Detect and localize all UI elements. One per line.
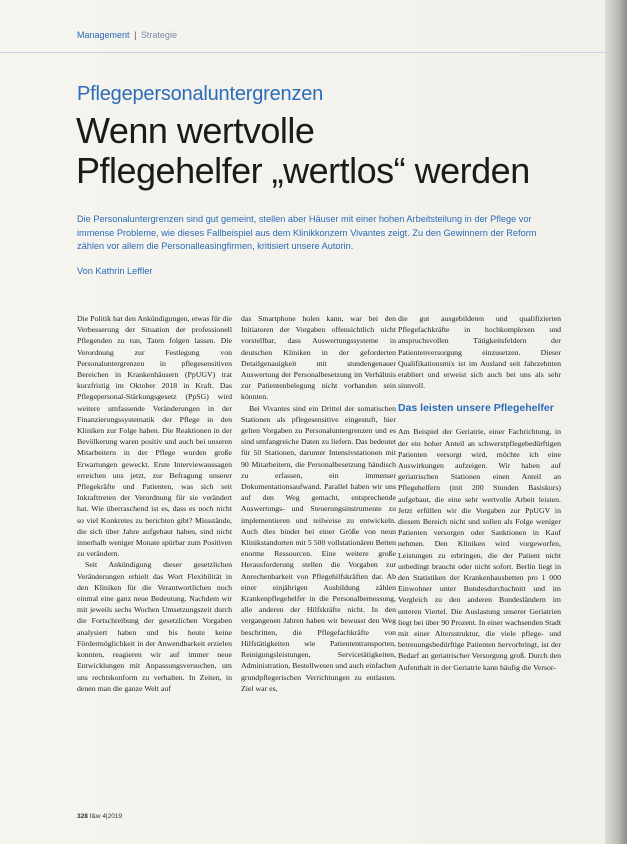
- paragraph: Die Politik hat den Ankündigungen, etwas für die Verbesserung der Situation der professionell Pflegenden zu tun, Taten folgen lassen. Die Verordnung zur Festlegung von Personaluntergrenzen in pflegesensitiven Bereichen in Krankenhäusern (PpUGV) trat kurzfristig im Oktober 2018 in Kraft. Das Pflegepersonal-Stärkungsgesetz (PpSG) wird weitere umfassende Veränderungen in der Finanzierungssystematik der Pflege in den Kliniken zur Folge haben. Die Reaktionen in der Bevölkerung waren positiv und auch bei unseren Mitarbeitern in der Pflege wurden große Erwartungen geweckt. Erste Interviewaussagen erreichen uns jetzt, zur Befragung unserer Pflegekräfte und Patienten, was sich seit Inkrafttreten der Verordnung für sie verändert hat. Wie überraschend ist es, dass es noch nicht so viel Konkretes zu berichten gibt? Missstände, die sich über Jahre aufgebaut haben, sind nicht innerhalb weniger Monate spürbar zum Positiven zu verändern.: [77, 314, 232, 559]
- article-lead: Die Personaluntergrenzen sind gut gemeint, stellen aber Häuser mit einer hohen Arbeitsteilung in der Pflege vor immense Probleme, wie dieses Fallbeispiel aus dem Klinikkonzern Vivantes zeigt. Zu den Gewinnern der Reform zählen vor allem die Personalleasingfirmen, kritisiert unsere Autorin.: [77, 214, 537, 251]
- paragraph: Seit Ankündigung dieser gesetzlichen Veränderungen erhielt das Wort Flexibilität in den Kliniken für die Verantwortlichen noch einmal eine ganz neue Bedeutung. Nachdem wir mit jeweils sechs Wochen Umsetzungszeit durch die Fortschreibung der gesetzlichen Vorgaben analysiert haben und bis heute keine Fördermöglichkeit in der Anwendbarkeit erzielen konnten, reagieren wir auf immer neue Entwicklungen mit Anpassungsversuchen, um uns rechtskonform zu verhalten. In Zeiten, in denen man die ganze Welt auf: [77, 560, 232, 693]
- section-separator: |: [134, 30, 137, 40]
- section-kicker: [77, 30, 177, 40]
- category-label: Strategie: [140, 30, 177, 40]
- body-column-1: [77, 313, 232, 825]
- paragraph: die gut ausgebildeten und qualifizierten Pflegefachkräfte in hochkomplexen und anspruchsvollen Tätigkeitsfeldern der Patientenversorgung einzusetzen. Dieser Qualifikationsmix ist im Ausland seit Jahrzehnten etabliert und erweist sich auch bei uns als sehr sinnvoll.: [398, 314, 561, 391]
- headline-line-2: Pflegehelfer „wertlos“ werden: [76, 150, 530, 191]
- header-divider: [0, 52, 606, 53]
- headline-line-1: Wenn wertvolle: [76, 110, 315, 151]
- body-column-2: [241, 313, 396, 825]
- paragraph: Bei Vivantes sind ein Drittel der somatischen Stationen als pflegesensitive eingestuft, hier gelten Vorgaben zu Personaluntergrenzen und es sind umfangreiche Daten zu liefern. Das bedeutet für 50 Stationen, darunter Intensivstationen mit 90 Mitarbeitern, die Personalbesetzung händisch zu erfassen, ein immenser Dokumentationsaufwand. Parallel haben wir uns auf den Weg gemacht, entsprechende Auswertungs- und Steuerungsinstrumente zu implementieren und teilweise zu entwickeln. Auch dies bindet bei einer Größe von neun Klinikstandorten mit 5 500 vollstationären Betten enorme Ressourcen. Eine weitere große Herausforderung stellen die Vorgaben zur Anrechenbarkeit von Pflegehilfskräften dar. Ab einer einjährigen Ausbildung zählen Krankenpflegehelfer in die Personalbemessung, alle anderen der Hilfskräfte nicht. In den vergangenen Jahren haben wir bewusst den Weg beschritten, die Pflegefachkräfte von Hilfstätigkeiten wie Patiententransporten, Reinigungsleistungen, Servicetätigkeiten, Administration, Bestellwesen und auch einfachen grundpflegerischen Verrichtungen zu entlasten. Ziel war es,: [241, 403, 396, 693]
- article-subtitle: Pflegepersonaluntergrenzen: [77, 83, 324, 105]
- body-column-3: [398, 313, 561, 825]
- section-heading: Das leisten unsere Pflegehelfer: [398, 402, 554, 415]
- page-footer: [77, 813, 122, 820]
- paragraph: das Smartphone holen kann, war bei den Initiatoren der Vorgaben offensichtlich nicht vorstellbar, dass Auswertungssysteme in deutschen Kliniken in der geforderten Detailgenauigkeit mit stundengenauer Auswertung der Personalbesetzung im Verhältnis zur Patientenbelegung nicht vorhanden sein könnten.: [241, 314, 396, 402]
- section-label: Management: [77, 30, 130, 40]
- article-byline: Von Kathrin Leffler: [77, 266, 153, 276]
- page-binding-edge: [605, 0, 627, 844]
- issue-label: f&w 4|2019: [89, 813, 123, 820]
- paragraph: Am Beispiel der Geriatrie, einer Fachrichtung, in der ein hoher Anteil an schwerstpflegebedürftigen Patienten versorgt wird, möchte ich eine Auswirkungen aufzeigen. Wir haben auf geriatrischen Stationen einen Anteil an Pflegehelfern (mit 200 Stunden Basiskurs) aufgebaut, die eine sehr wertvolle Arbeit leisten. Jetzt erfüllen wir die Vorgaben zur PpUGV in diesem Bereich nicht und sollen als Folge weniger Patienten versorgen oder Sanktionen in Kauf nehmen. Den Kliniken wird vorgeworfen, Leistungen zu erbringen, die der Patient nicht unbedingt braucht oder nicht sofort. Berlin liegt in den Statistiken der Krankenhausbetten pro 1 000 Einwohner unter Bundesdurchschnitt und im Vergleich zu den anderen Bundesländern im unteren Viertel. Die Auslastung unserer Geriatrien liegt bei über 90 Prozent. In einer wachsenden Stadt mit einer Altersstruktur, die viele pflege- und betreuungsbedürftige Patienten hervorbringt, ist der Bedarf an geriatrischer Versorgung groß. Durch den Aufenthalt in der Geriatrie kann häufig die Versor-: [398, 427, 561, 672]
- article-headline: [76, 111, 596, 191]
- page-number: 328: [77, 813, 88, 820]
